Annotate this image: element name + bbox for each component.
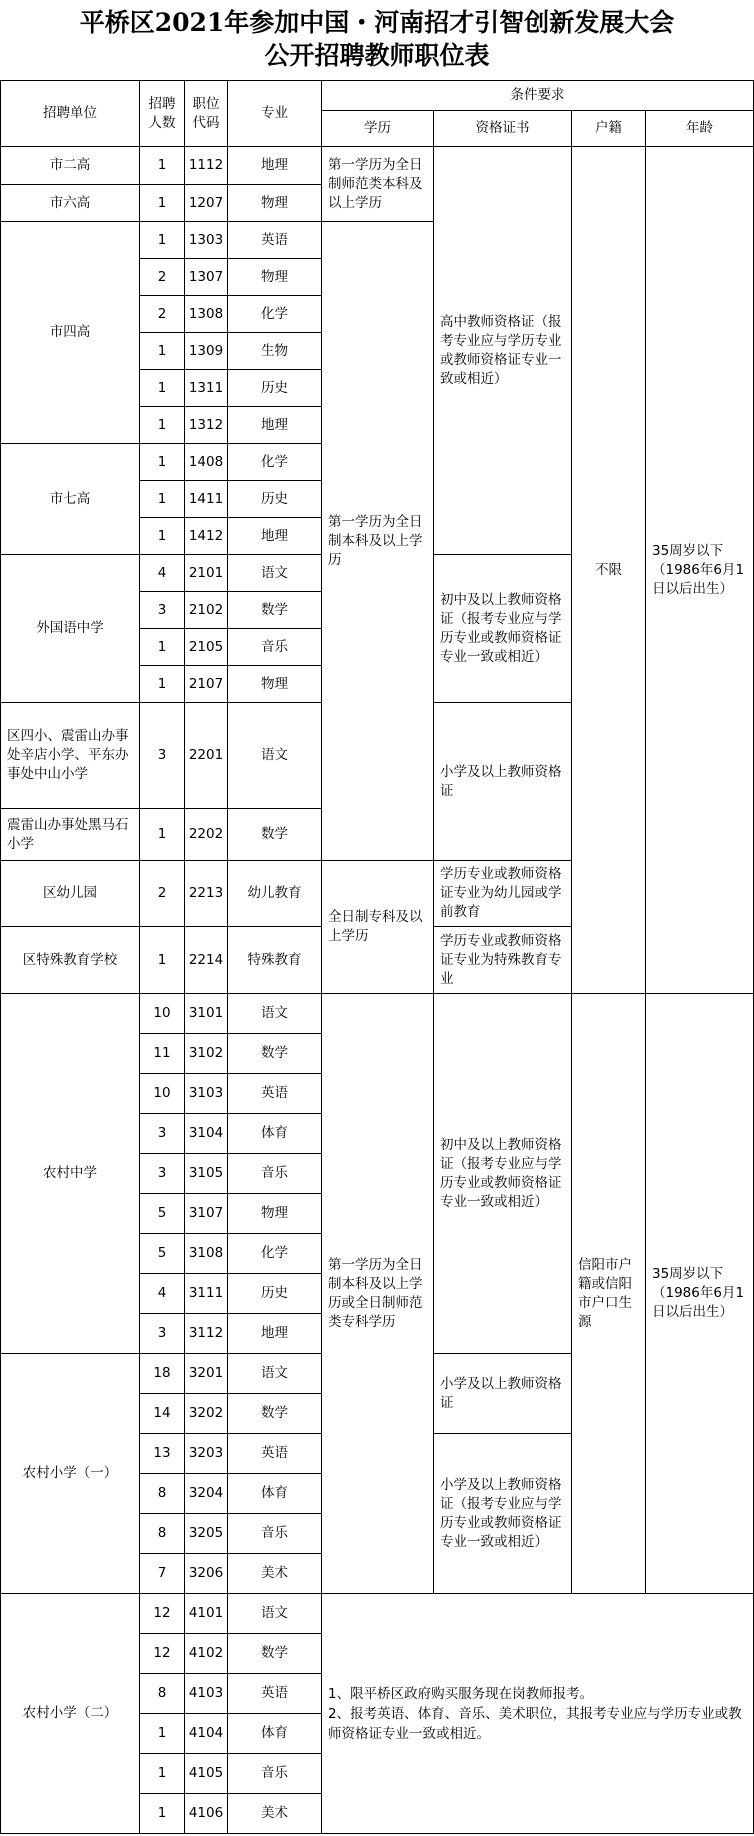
education-cell: 第一学历为全日制本科及以上学历或全日制师范类专科学历 bbox=[322, 994, 434, 1594]
code-cell: 1309 bbox=[185, 333, 228, 370]
count-cell: 8 bbox=[140, 1514, 185, 1554]
code-cell: 1311 bbox=[185, 370, 228, 407]
code-cell: 2214 bbox=[185, 927, 228, 994]
count-cell: 4 bbox=[140, 555, 185, 592]
count-cell: 1 bbox=[140, 444, 185, 481]
code-cell: 3202 bbox=[185, 1394, 228, 1434]
major-cell: 化学 bbox=[228, 296, 322, 333]
count-cell: 3 bbox=[140, 1114, 185, 1154]
count-cell: 1 bbox=[140, 809, 185, 861]
major-cell: 化学 bbox=[228, 444, 322, 481]
unit-cell: 市六高 bbox=[1, 185, 140, 222]
code-cell: 1112 bbox=[185, 147, 228, 185]
count-cell: 12 bbox=[140, 1634, 185, 1674]
count-cell: 3 bbox=[140, 1314, 185, 1354]
major-cell: 体育 bbox=[228, 1714, 322, 1754]
unit-cell: 农村小学（二） bbox=[1, 1594, 140, 1834]
certificate-cell: 小学及以上教师资格证 bbox=[434, 703, 572, 861]
code-cell: 4101 bbox=[185, 1594, 228, 1634]
major-cell: 体育 bbox=[228, 1474, 322, 1514]
major-cell: 美术 bbox=[228, 1794, 322, 1834]
code-cell: 3104 bbox=[185, 1114, 228, 1154]
count-cell: 18 bbox=[140, 1354, 185, 1394]
code-cell: 1411 bbox=[185, 481, 228, 518]
age-cell: 35周岁以下（1986年6月1日以后出生） bbox=[646, 994, 754, 1594]
count-cell: 5 bbox=[140, 1194, 185, 1234]
count-cell: 2 bbox=[140, 259, 185, 296]
major-cell: 数学 bbox=[228, 1634, 322, 1674]
unit-cell: 市二高 bbox=[1, 147, 140, 185]
recruitment-table bbox=[0, 80, 754, 1834]
header-unit: 招聘单位 bbox=[1, 81, 140, 147]
code-cell: 3203 bbox=[185, 1434, 228, 1474]
code-cell: 1308 bbox=[185, 296, 228, 333]
major-cell: 数学 bbox=[228, 592, 322, 629]
major-cell: 地理 bbox=[228, 407, 322, 444]
major-cell: 物理 bbox=[228, 259, 322, 296]
major-cell: 美术 bbox=[228, 1554, 322, 1594]
certificate-cell: 学历专业或教师资格证专业为幼儿园或学前教育 bbox=[434, 861, 572, 927]
unit-cell: 市七高 bbox=[1, 444, 140, 555]
code-cell: 2201 bbox=[185, 703, 228, 809]
code-cell: 3101 bbox=[185, 994, 228, 1034]
count-cell: 2 bbox=[140, 296, 185, 333]
code-cell: 3102 bbox=[185, 1034, 228, 1074]
code-cell: 2202 bbox=[185, 809, 228, 861]
major-cell: 历史 bbox=[228, 481, 322, 518]
code-cell: 4104 bbox=[185, 1714, 228, 1754]
major-cell: 数学 bbox=[228, 809, 322, 861]
major-cell: 英语 bbox=[228, 1074, 322, 1114]
code-cell: 2101 bbox=[185, 555, 228, 592]
major-cell: 英语 bbox=[228, 1434, 322, 1474]
code-cell: 1312 bbox=[185, 407, 228, 444]
header-code: 职位代码 bbox=[185, 81, 228, 147]
code-cell: 2213 bbox=[185, 861, 228, 927]
major-cell: 语文 bbox=[228, 1354, 322, 1394]
major-cell: 地理 bbox=[228, 1314, 322, 1354]
major-cell: 地理 bbox=[228, 518, 322, 555]
unit-cell: 区四小、震雷山办事处辛店小学、平东办事处中山小学 bbox=[1, 703, 140, 809]
code-cell: 3103 bbox=[185, 1074, 228, 1114]
code-cell: 3204 bbox=[185, 1474, 228, 1514]
count-cell: 7 bbox=[140, 1554, 185, 1594]
code-cell: 2102 bbox=[185, 592, 228, 629]
code-cell: 4103 bbox=[185, 1674, 228, 1714]
count-cell: 1 bbox=[140, 518, 185, 555]
count-cell: 8 bbox=[140, 1474, 185, 1514]
certificate-cell: 小学及以上教师资格证 bbox=[434, 1354, 572, 1434]
code-cell: 1307 bbox=[185, 259, 228, 296]
major-cell: 体育 bbox=[228, 1114, 322, 1154]
code-cell: 1412 bbox=[185, 518, 228, 555]
major-cell: 生物 bbox=[228, 333, 322, 370]
count-cell: 4 bbox=[140, 1274, 185, 1314]
hukou-cell: 不限 bbox=[572, 147, 646, 994]
count-cell: 5 bbox=[140, 1234, 185, 1274]
count-cell: 1 bbox=[140, 629, 185, 666]
count-cell: 1 bbox=[140, 927, 185, 994]
count-cell: 3 bbox=[140, 1154, 185, 1194]
note-2: 2、报考英语、体育、音乐、美术职位，其报考专业应与学历专业或教师资格证专业一致或相近。 bbox=[328, 1705, 742, 1742]
unit-cell: 市四高 bbox=[1, 222, 140, 444]
header-major: 专业 bbox=[228, 81, 322, 147]
education-cell: 全日制专科及以上学历 bbox=[322, 861, 434, 994]
code-cell: 3105 bbox=[185, 1154, 228, 1194]
major-cell: 数学 bbox=[228, 1034, 322, 1074]
notes-cell bbox=[322, 1594, 754, 1834]
education-cell: 第一学历为全日制师范类本科及以上学历 bbox=[322, 147, 434, 222]
header-age: 年龄 bbox=[646, 111, 754, 147]
unit-cell: 农村小学（一） bbox=[1, 1354, 140, 1594]
certificate-cell: 高中教师资格证（报考专业应与学历专业或教师资格证专业一致或相近） bbox=[434, 147, 572, 555]
code-cell: 3206 bbox=[185, 1554, 228, 1594]
major-cell: 音乐 bbox=[228, 1754, 322, 1794]
count-cell: 10 bbox=[140, 1074, 185, 1114]
major-cell: 数学 bbox=[228, 1394, 322, 1434]
count-cell: 3 bbox=[140, 703, 185, 809]
count-cell: 11 bbox=[140, 1034, 185, 1074]
major-cell: 物理 bbox=[228, 666, 322, 703]
major-cell: 幼儿教育 bbox=[228, 861, 322, 927]
major-cell: 音乐 bbox=[228, 1514, 322, 1554]
major-cell: 物理 bbox=[228, 1194, 322, 1234]
header-hukou: 户籍 bbox=[572, 111, 646, 147]
major-cell: 音乐 bbox=[228, 1154, 322, 1194]
page-title bbox=[0, 0, 754, 74]
major-cell: 语文 bbox=[228, 994, 322, 1034]
note-1: 1、限平桥区政府购买服务现在岗教师报考。 bbox=[328, 1685, 594, 1702]
title-line-2: 公开招聘教师职位表 bbox=[264, 41, 490, 70]
count-cell: 1 bbox=[140, 222, 185, 259]
count-cell: 1 bbox=[140, 407, 185, 444]
major-cell: 化学 bbox=[228, 1234, 322, 1274]
count-cell: 2 bbox=[140, 861, 185, 927]
count-cell: 1 bbox=[140, 1794, 185, 1834]
major-cell: 语文 bbox=[228, 555, 322, 592]
unit-cell: 区特殊教育学校 bbox=[1, 927, 140, 994]
unit-cell: 外国语中学 bbox=[1, 555, 140, 703]
code-cell: 4106 bbox=[185, 1794, 228, 1834]
header-count: 招聘人数 bbox=[140, 81, 185, 147]
code-cell: 3107 bbox=[185, 1194, 228, 1234]
count-cell: 12 bbox=[140, 1594, 185, 1634]
count-cell: 8 bbox=[140, 1674, 185, 1714]
code-cell: 1408 bbox=[185, 444, 228, 481]
major-cell: 历史 bbox=[228, 1274, 322, 1314]
certificate-cell: 学历专业或教师资格证专业为特殊教育专业 bbox=[434, 927, 572, 994]
certificate-cell: 初中及以上教师资格证（报考专业应与学历专业或教师资格证专业一致或相近） bbox=[434, 994, 572, 1354]
count-cell: 10 bbox=[140, 994, 185, 1034]
code-cell: 3201 bbox=[185, 1354, 228, 1394]
title-line-1: 平桥区2021年参加中国・河南招才引智创新发展大会 bbox=[79, 8, 675, 37]
count-cell: 1 bbox=[140, 1714, 185, 1754]
code-cell: 3108 bbox=[185, 1234, 228, 1274]
major-cell: 特殊教育 bbox=[228, 927, 322, 994]
count-cell: 3 bbox=[140, 592, 185, 629]
code-cell: 3111 bbox=[185, 1274, 228, 1314]
count-cell: 1 bbox=[140, 147, 185, 185]
certificate-cell: 小学及以上教师资格证（报考专业应与学历专业或教师资格证专业一致或相近） bbox=[434, 1434, 572, 1594]
major-cell: 英语 bbox=[228, 1674, 322, 1714]
major-cell: 物理 bbox=[228, 185, 322, 222]
count-cell: 14 bbox=[140, 1394, 185, 1434]
count-cell: 1 bbox=[140, 185, 185, 222]
code-cell: 4105 bbox=[185, 1754, 228, 1794]
header-conditions: 条件要求 bbox=[322, 81, 754, 111]
major-cell: 语文 bbox=[228, 1594, 322, 1634]
code-cell: 4102 bbox=[185, 1634, 228, 1674]
education-cell: 第一学历为全日制本科及以上学历 bbox=[322, 222, 434, 861]
major-cell: 英语 bbox=[228, 222, 322, 259]
code-cell: 2107 bbox=[185, 666, 228, 703]
code-cell: 3112 bbox=[185, 1314, 228, 1354]
count-cell: 1 bbox=[140, 1754, 185, 1794]
count-cell: 1 bbox=[140, 481, 185, 518]
code-cell: 2105 bbox=[185, 629, 228, 666]
age-cell: 35周岁以下（1986年6月1日以后出生） bbox=[646, 147, 754, 994]
hukou-cell: 信阳市户籍或信阳市户口生源 bbox=[572, 994, 646, 1594]
unit-cell: 农村中学 bbox=[1, 994, 140, 1354]
count-cell: 1 bbox=[140, 370, 185, 407]
major-cell: 地理 bbox=[228, 147, 322, 185]
code-cell: 1303 bbox=[185, 222, 228, 259]
count-cell: 13 bbox=[140, 1434, 185, 1474]
unit-cell: 震雷山办事处黑马石小学 bbox=[1, 809, 140, 861]
count-cell: 1 bbox=[140, 333, 185, 370]
header-education: 学历 bbox=[322, 111, 434, 147]
certificate-cell: 初中及以上教师资格证（报考专业应与学历专业或教师资格证专业一致或相近） bbox=[434, 555, 572, 703]
major-cell: 历史 bbox=[228, 370, 322, 407]
major-cell: 语文 bbox=[228, 703, 322, 809]
header-certificate: 资格证书 bbox=[434, 111, 572, 147]
major-cell: 音乐 bbox=[228, 629, 322, 666]
count-cell: 1 bbox=[140, 666, 185, 703]
unit-cell: 区幼儿园 bbox=[1, 861, 140, 927]
code-cell: 1207 bbox=[185, 185, 228, 222]
code-cell: 3205 bbox=[185, 1514, 228, 1554]
